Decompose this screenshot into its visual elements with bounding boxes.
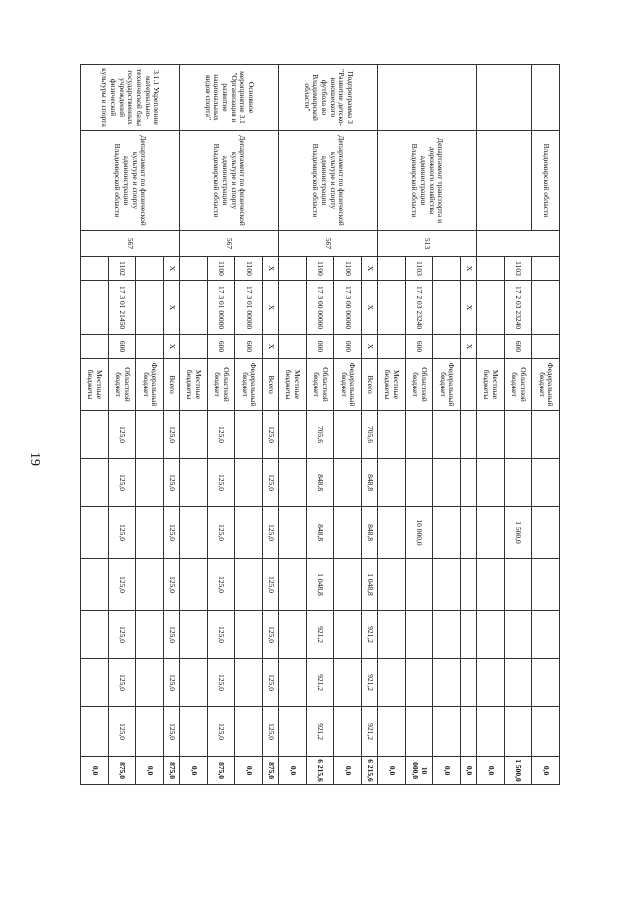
y2024-cell: 125,0: [263, 611, 279, 659]
vr-cell: 600: [207, 335, 235, 359]
y2024-cell: [180, 611, 208, 659]
source-cell: Областной бюджет: [108, 359, 136, 411]
total-cell: 0,0: [235, 757, 263, 785]
cs-cell: Х: [461, 281, 477, 335]
y2022-cell: [180, 507, 208, 559]
total-cell: 0,0: [433, 757, 461, 785]
y2022-cell: [81, 507, 109, 559]
y2021-cell: [235, 459, 263, 507]
y2023-cell: 125,0: [263, 559, 279, 611]
vr-cell: 600: [235, 335, 263, 359]
y2025-cell: 921,2: [362, 659, 378, 707]
budget-table-sheet: [80, 64, 560, 784]
y2026-cell: [504, 707, 532, 757]
y2021-cell: 125,0: [108, 459, 136, 507]
y2020-cell: [279, 411, 307, 459]
cs-cell: [136, 281, 164, 335]
y2023-cell: [136, 559, 164, 611]
y2025-cell: [504, 659, 532, 707]
total-cell: 6 215,6: [362, 757, 378, 785]
total-cell: 875,0: [108, 757, 136, 785]
y2020-cell: [504, 411, 532, 459]
total-cell: 875,0: [207, 757, 235, 785]
y2020-cell: 705,6: [306, 411, 334, 459]
y2026-cell: 125,0: [164, 707, 180, 757]
table-row: [362, 65, 378, 785]
y2024-cell: [476, 611, 504, 659]
y2022-cell: [377, 507, 405, 559]
cs-cell: [532, 281, 560, 335]
y2020-cell: [405, 411, 433, 459]
y2026-cell: [461, 707, 477, 757]
y2023-cell: [405, 559, 433, 611]
rz-cell: 1100: [306, 257, 334, 281]
y2022-cell: [235, 507, 263, 559]
source-cell: Местные бюджеты: [279, 359, 307, 411]
y2024-cell: [279, 611, 307, 659]
executor-cell: [476, 131, 531, 231]
y2022-cell: [136, 507, 164, 559]
source-cell: Всего: [164, 359, 180, 411]
y2021-cell: [81, 459, 109, 507]
source-cell: Федеральный бюджет: [334, 359, 362, 411]
y2021-cell: [279, 459, 307, 507]
y2025-cell: 921,2: [306, 659, 334, 707]
total-cell: 0,0: [180, 757, 208, 785]
y2025-cell: [136, 659, 164, 707]
y2026-cell: 125,0: [108, 707, 136, 757]
y2023-cell: [476, 559, 504, 611]
cs-cell: 17 2 03 23240: [405, 281, 433, 335]
y2025-cell: [405, 659, 433, 707]
y2022-cell: 848,8: [306, 507, 334, 559]
cs-cell: 17 3 01 21450: [108, 281, 136, 335]
total-cell: 1 500,0: [504, 757, 532, 785]
y2021-cell: 125,0: [164, 459, 180, 507]
y2026-cell: 921,2: [306, 707, 334, 757]
table-body: [81, 65, 560, 785]
cs-cell: Х: [362, 281, 378, 335]
cs-cell: Х: [263, 281, 279, 335]
source-cell: Местные бюджеты: [81, 359, 109, 411]
y2024-cell: [433, 611, 461, 659]
y2021-cell: [433, 459, 461, 507]
y2021-cell: 125,0: [263, 459, 279, 507]
rz-cell: [81, 257, 109, 281]
y2025-cell: [377, 659, 405, 707]
rz-cell: 1100: [235, 257, 263, 281]
y2024-cell: [532, 611, 560, 659]
y2022-cell: 125,0: [164, 507, 180, 559]
y2022-cell: 125,0: [207, 507, 235, 559]
total-cell: 6 215,6: [306, 757, 334, 785]
cs-cell: [476, 281, 504, 335]
executor-cell: Департамент транспорта и дорожного хозяйства администрации Владимирской области: [377, 131, 476, 231]
y2025-cell: [279, 659, 307, 707]
total-cell: 0,0: [81, 757, 109, 785]
y2025-cell: [81, 659, 109, 707]
y2022-cell: [433, 507, 461, 559]
y2020-cell: [136, 411, 164, 459]
y2026-cell: [405, 707, 433, 757]
source-cell: Федеральный бюджет: [235, 359, 263, 411]
y2020-cell: [461, 411, 477, 459]
y2021-cell: [334, 459, 362, 507]
y2022-cell: [334, 507, 362, 559]
rz-cell: Х: [263, 257, 279, 281]
source-cell: Федеральный бюджет: [433, 359, 461, 411]
y2026-cell: [81, 707, 109, 757]
vr-cell: 600: [108, 335, 136, 359]
vr-cell: 600: [405, 335, 433, 359]
program-name-cell: [377, 65, 476, 131]
page-number: 19: [27, 452, 42, 466]
source-cell: [461, 359, 477, 411]
vr-cell: 000: [306, 335, 334, 359]
rz-cell: 1102: [108, 257, 136, 281]
table-row: [461, 65, 477, 785]
y2021-cell: [405, 459, 433, 507]
grbs-code-cell: 567: [279, 231, 378, 257]
y2023-cell: 125,0: [207, 559, 235, 611]
y2026-cell: 921,2: [362, 707, 378, 757]
vr-cell: 000: [334, 335, 362, 359]
total-cell: 0,0: [461, 757, 477, 785]
y2023-cell: [461, 559, 477, 611]
vr-cell: [476, 335, 504, 359]
y2024-cell: [504, 611, 532, 659]
y2023-cell: 125,0: [108, 559, 136, 611]
y2022-cell: 125,0: [263, 507, 279, 559]
y2023-cell: [433, 559, 461, 611]
rz-cell: [279, 257, 307, 281]
y2026-cell: [279, 707, 307, 757]
program-name-cell: [532, 65, 560, 131]
y2020-cell: [433, 411, 461, 459]
y2024-cell: [405, 611, 433, 659]
y2022-cell: [476, 507, 504, 559]
y2020-cell: [180, 411, 208, 459]
total-cell: 0,0: [334, 757, 362, 785]
y2025-cell: [180, 659, 208, 707]
cs-cell: [377, 281, 405, 335]
y2026-cell: [377, 707, 405, 757]
y2026-cell: [476, 707, 504, 757]
program-name-cell: Основное мероприятие 3.1 "Организация и развитие национальных видов спорта": [180, 65, 279, 131]
y2025-cell: [476, 659, 504, 707]
y2021-cell: 848,8: [306, 459, 334, 507]
y2020-cell: [235, 411, 263, 459]
y2020-cell: [334, 411, 362, 459]
y2024-cell: [81, 611, 109, 659]
y2026-cell: [180, 707, 208, 757]
y2020-cell: [532, 411, 560, 459]
grbs-code-cell: 567: [81, 231, 180, 257]
y2023-cell: 1 048,8: [306, 559, 334, 611]
y2024-cell: 921,2: [306, 611, 334, 659]
vr-cell: Х: [263, 335, 279, 359]
y2023-cell: [180, 559, 208, 611]
y2025-cell: [532, 659, 560, 707]
source-cell: Областной бюджет: [504, 359, 532, 411]
vr-cell: Х: [164, 335, 180, 359]
rz-cell: [180, 257, 208, 281]
program-name-cell: 3.1.1 Укрепление материально-технической базы государственных учреждений физической культуры и спорта: [81, 65, 180, 131]
y2020-cell: [81, 411, 109, 459]
executor-cell: Департамент по физической культуре и спорту администрации Владимирской области: [180, 131, 279, 231]
y2021-cell: [180, 459, 208, 507]
cs-cell: 17 2 03 23240: [504, 281, 532, 335]
vr-cell: [532, 335, 560, 359]
source-cell: Местные бюджеты: [377, 359, 405, 411]
rz-cell: Х: [362, 257, 378, 281]
executor-cell: Департамент по физической культуре и спорту администрации Владимирской области: [279, 131, 378, 231]
y2023-cell: [377, 559, 405, 611]
executor-cell: Департамент по физической культуре и спорту администрации Владимирской области: [81, 131, 180, 231]
y2025-cell: 125,0: [108, 659, 136, 707]
vr-cell: [180, 335, 208, 359]
total-cell: 875,0: [263, 757, 279, 785]
y2020-cell: [476, 411, 504, 459]
y2022-cell: [279, 507, 307, 559]
y2023-cell: [504, 559, 532, 611]
source-cell: Местные бюджеты: [180, 359, 208, 411]
y2024-cell: 125,0: [207, 611, 235, 659]
y2020-cell: 125,0: [164, 411, 180, 459]
source-cell: Всего: [362, 359, 378, 411]
cs-cell: [81, 281, 109, 335]
y2024-cell: [461, 611, 477, 659]
y2024-cell: [235, 611, 263, 659]
vr-cell: Х: [461, 335, 477, 359]
source-cell: Областной бюджет: [306, 359, 334, 411]
vr-cell: [279, 335, 307, 359]
budget-table: [80, 64, 560, 785]
y2021-cell: 848,8: [362, 459, 378, 507]
cs-cell: [279, 281, 307, 335]
y2026-cell: [433, 707, 461, 757]
y2026-cell: [532, 707, 560, 757]
y2022-cell: 10 000,0: [405, 507, 433, 559]
table-row: [532, 65, 560, 785]
y2025-cell: [235, 659, 263, 707]
total-cell: 0,0: [532, 757, 560, 785]
vr-cell: [433, 335, 461, 359]
y2023-cell: [81, 559, 109, 611]
rz-cell: [377, 257, 405, 281]
y2026-cell: [235, 707, 263, 757]
executor-cell: Владимирской области: [532, 131, 560, 231]
y2026-cell: [334, 707, 362, 757]
y2024-cell: [334, 611, 362, 659]
y2021-cell: [377, 459, 405, 507]
cs-cell: 17 3 01 00000: [207, 281, 235, 335]
y2023-cell: [279, 559, 307, 611]
vr-cell: [136, 335, 164, 359]
y2023-cell: 1 048,8: [362, 559, 378, 611]
y2024-cell: 921,2: [362, 611, 378, 659]
y2024-cell: [136, 611, 164, 659]
y2025-cell: 125,0: [263, 659, 279, 707]
cs-cell: [180, 281, 208, 335]
rz-cell: [433, 257, 461, 281]
source-cell: Областной бюджет: [207, 359, 235, 411]
source-cell: Местные бюджеты: [476, 359, 504, 411]
rz-cell: 1103: [504, 257, 532, 281]
y2020-cell: 125,0: [207, 411, 235, 459]
y2022-cell: 848,8: [362, 507, 378, 559]
total-cell: 0,0: [377, 757, 405, 785]
rz-cell: Х: [461, 257, 477, 281]
rz-cell: Х: [164, 257, 180, 281]
total-cell: 0,0: [136, 757, 164, 785]
y2020-cell: [377, 411, 405, 459]
y2025-cell: [461, 659, 477, 707]
y2022-cell: 125,0: [108, 507, 136, 559]
y2025-cell: [334, 659, 362, 707]
rz-cell: [476, 257, 504, 281]
y2023-cell: [532, 559, 560, 611]
y2025-cell: [433, 659, 461, 707]
rz-cell: 1100: [334, 257, 362, 281]
cs-cell: 17 3 00 00000: [306, 281, 334, 335]
y2021-cell: 125,0: [207, 459, 235, 507]
y2022-cell: [532, 507, 560, 559]
grbs-code-cell: 513: [377, 231, 476, 257]
y2020-cell: 125,0: [263, 411, 279, 459]
y2021-cell: [461, 459, 477, 507]
total-cell: 0,0: [279, 757, 307, 785]
grbs-code-cell: 567: [180, 231, 279, 257]
rz-cell: [532, 257, 560, 281]
y2021-cell: [136, 459, 164, 507]
cs-cell: [433, 281, 461, 335]
y2026-cell: 125,0: [263, 707, 279, 757]
source-cell: Федеральный бюджет: [532, 359, 560, 411]
y2020-cell: 125,0: [108, 411, 136, 459]
y2024-cell: 125,0: [108, 611, 136, 659]
total-cell: 875,0: [164, 757, 180, 785]
y2021-cell: [504, 459, 532, 507]
source-cell: Федеральный бюджет: [136, 359, 164, 411]
vr-cell: 600: [504, 335, 532, 359]
y2022-cell: [461, 507, 477, 559]
y2026-cell: [136, 707, 164, 757]
vr-cell: [377, 335, 405, 359]
rz-cell: 1103: [405, 257, 433, 281]
y2021-cell: [532, 459, 560, 507]
vr-cell: [81, 335, 109, 359]
cs-cell: 17 3 00 00000: [334, 281, 362, 335]
rz-cell: 1100: [207, 257, 235, 281]
table-row: [504, 65, 532, 785]
source-cell: Областной бюджет: [405, 359, 433, 411]
y2023-cell: 125,0: [164, 559, 180, 611]
grbs-code-cell: [476, 231, 559, 257]
cs-cell: Х: [164, 281, 180, 335]
y2021-cell: [476, 459, 504, 507]
total-cell: 0,0: [476, 757, 504, 785]
table-row: [263, 65, 279, 785]
table-row: [164, 65, 180, 785]
program-name-cell: [476, 65, 531, 131]
cs-cell: 17 3 01 00000: [235, 281, 263, 335]
y2026-cell: 125,0: [207, 707, 235, 757]
y2025-cell: 125,0: [164, 659, 180, 707]
y2024-cell: [377, 611, 405, 659]
source-cell: Всего: [263, 359, 279, 411]
y2022-cell: 1 500,0: [504, 507, 532, 559]
y2024-cell: 125,0: [164, 611, 180, 659]
total-cell: 10 000,0: [405, 757, 433, 785]
y2020-cell: 705,6: [362, 411, 378, 459]
y2025-cell: 125,0: [207, 659, 235, 707]
y2023-cell: [334, 559, 362, 611]
rz-cell: [136, 257, 164, 281]
y2023-cell: [235, 559, 263, 611]
program-name-cell: Подпрограмма 3 "Развитие детско-юношеского футбола во Владимирской области": [279, 65, 378, 131]
vr-cell: Х: [362, 335, 378, 359]
